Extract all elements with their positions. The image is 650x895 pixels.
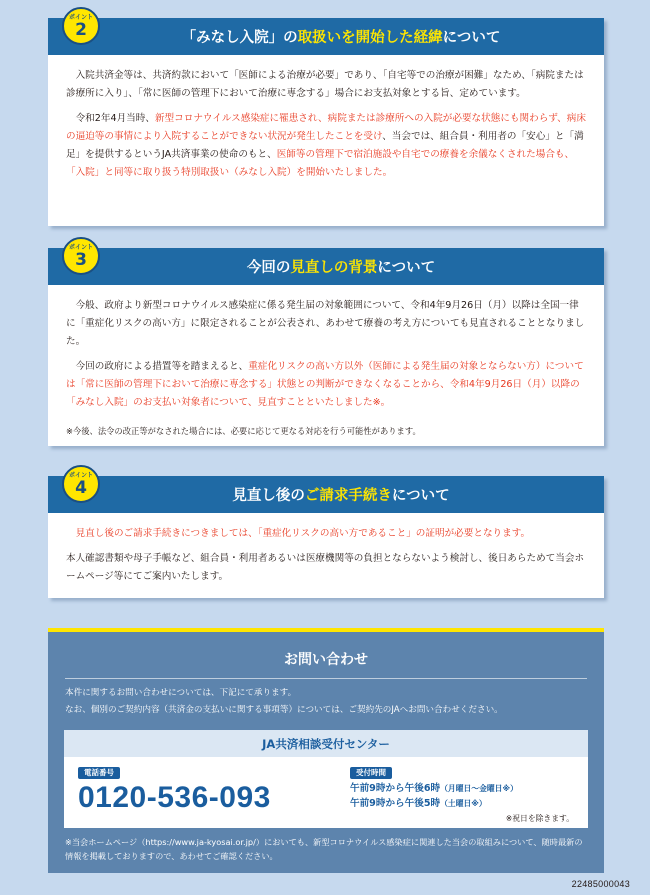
point-badge: ポイント 3 [62,237,100,275]
hours-tag: 受付時間 [350,767,392,779]
section-point-3 [48,244,604,446]
section-point-2 [48,14,604,226]
section-point-4 [48,472,604,598]
paragraph: 令和2年4月当時、新型コロナウイルス感染症に罹患され、病院または診療所への入院が必要な状態にも関わらず、病床の逼迫等の事情により入院することができない状況が発生したことを受け、当会では、組合員・利用者の「安心」と「満足」を提供するというJA共済事業の使命のもと、医師等の管理下で宿泊施設や自宅での療養を余儀なくされた場合も、「入院」と同等に取り扱う特別取扱い（みなし入院）を開始いたしました。 [66,113,586,178]
point-badge: ポイント 2 [62,7,100,45]
footnote: ※今後、法令の改正等がなされた場合には、必要に応じて更なる対応を行う可能性があります。 [66,426,421,436]
paragraph: 入院共済金等は、共済約款において「医師による治療が必要」であり、「自宅等での治療が困難」なため、「病院または診療所に入り」、「常に医師の管理下において治療に専念する」場合にお支払対象とする旨、定めています。 [66,70,584,99]
section-title: 「みなし入院」の 取扱いを開始した経緯 について [48,18,604,55]
section-title: 見直し後の ご請求手続き について [48,476,604,513]
paragraph: 見直し後のご請求手続きにつきましては、「重症化リスクの高い方であること」の証明が必要となります。 [75,528,531,539]
phone-tag: 電話番号 [78,767,120,779]
homepage-note: ※当会ホームページ（https://www.ja-kyosai.or.jp/）においても、新型コロナウイルス感染症に関連した当会の取組みについて、随時最新の情報を掲載しておりますので、あわせてご確認ください。 [65,837,583,861]
phone-number[interactable]: 0120-536-093 [78,781,271,814]
paragraph: 今般、政府より新型コロナウイルス感染症に係る発生届の対象範囲について、令和4年9月26日（月）以降は全国一律に「重症化リスクの高い方」に限定されることが公表され、あわせて療養の考え方についても見直されることとなりました。 [66,300,585,347]
call-center-name: JA共済相談受付センター [64,730,588,757]
paragraph: 今回の政府による措置等を踏まえると、重症化リスクの高い方以外（医師による発生届の対象とならない方）については「常に医師の管理下において治療に専念する」状態との判断ができなくなることから、令和4年9月26日（月）以降の「みなし入院」のお支払い対象者について、見直すことといたしました※。 [66,361,584,408]
business-hours: 午前9時から午後6時（月曜日～金曜日※） 午前9時から午後5時（土曜日※） [350,783,518,809]
contact-title: お問い合わせ [284,652,368,668]
contact-panel [48,628,604,873]
contact-intro: 本件に関するお問い合わせについては、下記にて承ります。 なお、個別のご契約内容（共済金の支払いに関する事項等）については、ご契約先のJAへお問い合わせください。 [65,688,503,715]
call-center-box [64,730,588,828]
section-title: 今回の 見直しの背景 について [48,248,604,285]
holiday-note: ※祝日を除きます。 [505,814,574,823]
paragraph: 本人確認書類や母子手帳など、組合員・利用者あるいは医療機関等の負担とならないよう検討し、後日あらためて当会ホームページ等にてご案内いたします。 [66,553,585,582]
point-badge: ポイント 4 [62,465,100,503]
document-code: 22485000043 [571,879,630,889]
